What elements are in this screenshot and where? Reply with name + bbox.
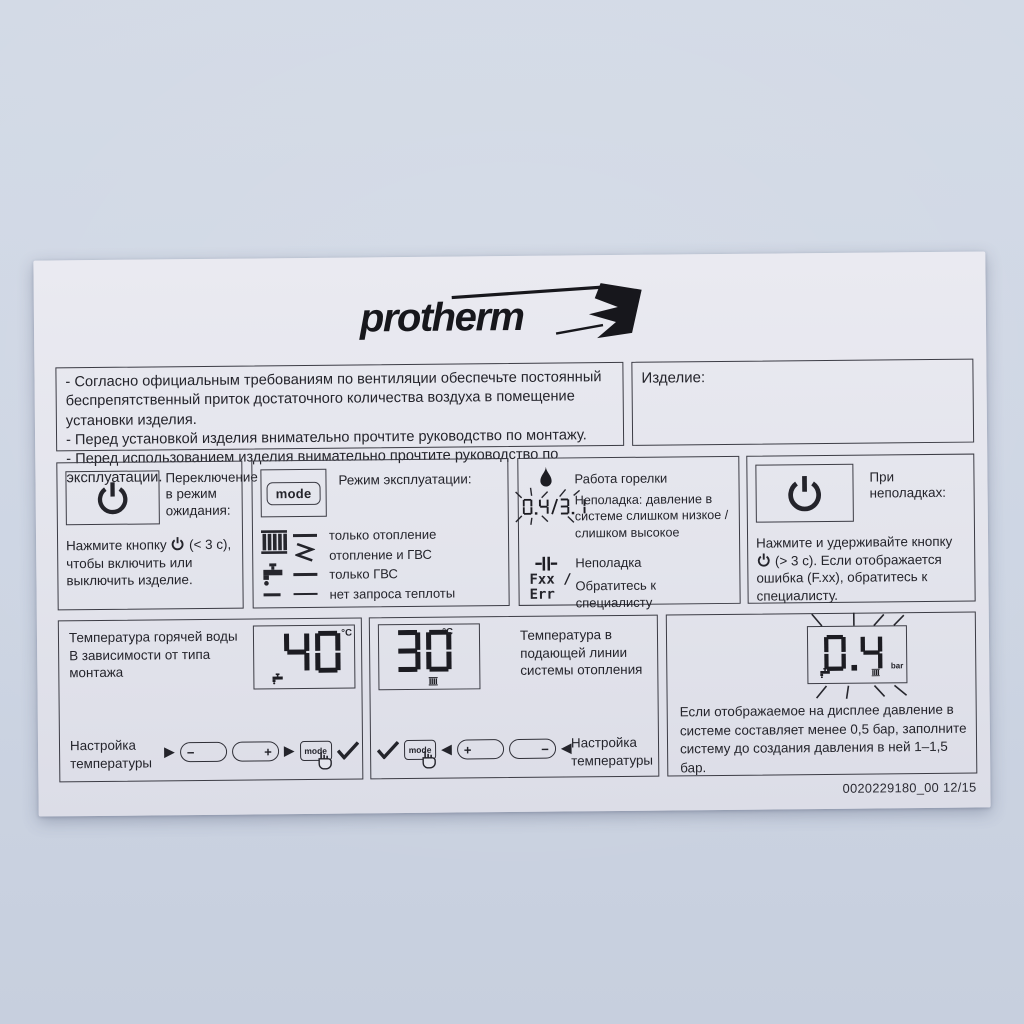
dhw-temperature-panel [58, 617, 364, 782]
power-icon [170, 536, 185, 551]
document-code: 0020229180_00 12/15 [842, 779, 977, 796]
radiator-icon [870, 668, 881, 676]
heating-text: Температура в подающей линии системы отопления [519, 627, 643, 679]
celsius-unit: °C [341, 627, 352, 639]
heating-temperature-panel [369, 615, 660, 780]
plus-button: + [232, 741, 279, 761]
radiator-icon [261, 529, 288, 555]
instruction-label [33, 251, 990, 816]
mode-title: Режим эксплуатации: [338, 471, 472, 488]
pressure-note: Если отображаемое на дисплее давление в системе составляет менее 0,5 бар, заполните систему до создания давления в ней 1–1,5 бар. [679, 701, 967, 775]
mode-row-label: отопление и ГВС [329, 546, 432, 563]
arrow-left-icon: ◀ [440, 741, 452, 758]
burner-row-label: Неполадка: давление в системе слишком низкое / слишком высокое [574, 492, 729, 541]
power-icon [756, 552, 771, 567]
mode-row-label: только отопление [328, 526, 437, 543]
tap-icon [818, 668, 831, 678]
settings-label: Настройка температуры [570, 734, 654, 769]
faults-body: Нажмите и удерживайте кнопку (> 3 с). Если отображается ошибка (F.xx), обратитесь к специалисту. [756, 533, 953, 604]
notice-line: - Перед установкой изделия внимательно прочтите руководство по монтажу. [66, 427, 587, 449]
segment-line-icon [294, 592, 318, 595]
standby-title: Переключение в режим ожидания: [165, 469, 258, 519]
notice-line: - Согласно официальным требованиям по вентиляции обеспечьте постоянный беспрепятственный приток достаточного количества воздуха в помещение установки изделия. [65, 369, 602, 429]
mode-button-label: mode [267, 481, 321, 505]
confirm-check-icon [377, 741, 399, 759]
hand-press-icon [315, 751, 333, 771]
power-button [755, 464, 854, 523]
notice-line: - Перед использованием изделия внимательно прочтите руководство по эксплуатации. [66, 446, 559, 487]
burner-row-label: Неполадка [575, 554, 642, 571]
celsius-unit: °C [442, 626, 453, 638]
minus-button: − [509, 739, 556, 759]
power-button [65, 470, 160, 525]
flame-icon [538, 467, 553, 488]
bar-unit: bar [890, 661, 904, 671]
power-icon [783, 472, 825, 514]
standby-body: Нажмите кнопку (< 3 с), чтобы включить или выключить изделие. [66, 536, 232, 589]
standby-panel [56, 461, 258, 611]
dhw-settings-row [164, 740, 359, 762]
product-box-label: Изделие: [641, 369, 706, 387]
panther-head-icon [589, 283, 643, 339]
system-pressure-panel [666, 612, 978, 777]
dhw-temp-value [284, 631, 342, 674]
burner-status-panel [517, 456, 740, 611]
pressure-display [807, 625, 908, 684]
tap-icon [259, 563, 285, 586]
minus-button: − [180, 742, 227, 762]
dhw-display [253, 625, 356, 690]
arrow-right-icon: ▶ [164, 744, 175, 761]
segment-zigzag-icon [295, 543, 315, 564]
faults-panel [746, 454, 975, 604]
dhw-text: Температура горячей воды В зависимости от типа монтажа [68, 628, 238, 681]
heating-display [378, 623, 481, 690]
pressure-value [824, 634, 884, 671]
logo-text: protherm [359, 294, 524, 341]
operating-mode-panel [251, 458, 509, 608]
protherm-logo [356, 281, 663, 348]
product-name-box [631, 359, 974, 446]
mode-button: mode [404, 740, 436, 760]
confirm-check-icon [337, 741, 359, 759]
mode-row-label: нет запроса теплоты [329, 585, 456, 602]
faults-title: При неполадках: [869, 469, 947, 501]
segment-line-icon [293, 573, 317, 576]
mode-button: mode [300, 741, 332, 761]
mode-row-label: только ГВС [329, 566, 398, 582]
hand-press-icon [419, 750, 437, 770]
tap-icon [270, 673, 284, 684]
burner-row-label: Обратитесь к специалисту [575, 577, 657, 611]
arrow-right-icon: ▶ [283, 743, 295, 760]
settings-label: Настройка температуры [69, 737, 153, 771]
burner-row-label: Работа горелки [574, 470, 668, 487]
mode-button [260, 469, 326, 518]
heating-settings-row [377, 738, 572, 760]
no-demand-dash-icon [264, 593, 281, 596]
segment-line-icon [293, 534, 317, 537]
fault-icon [535, 557, 557, 571]
plus-button: + [457, 739, 504, 759]
radiator-icon [427, 677, 439, 686]
error-code-text: Fxx / Err [529, 571, 572, 603]
power-icon [93, 479, 131, 517]
arrow-left-icon: ◀ [560, 740, 572, 757]
